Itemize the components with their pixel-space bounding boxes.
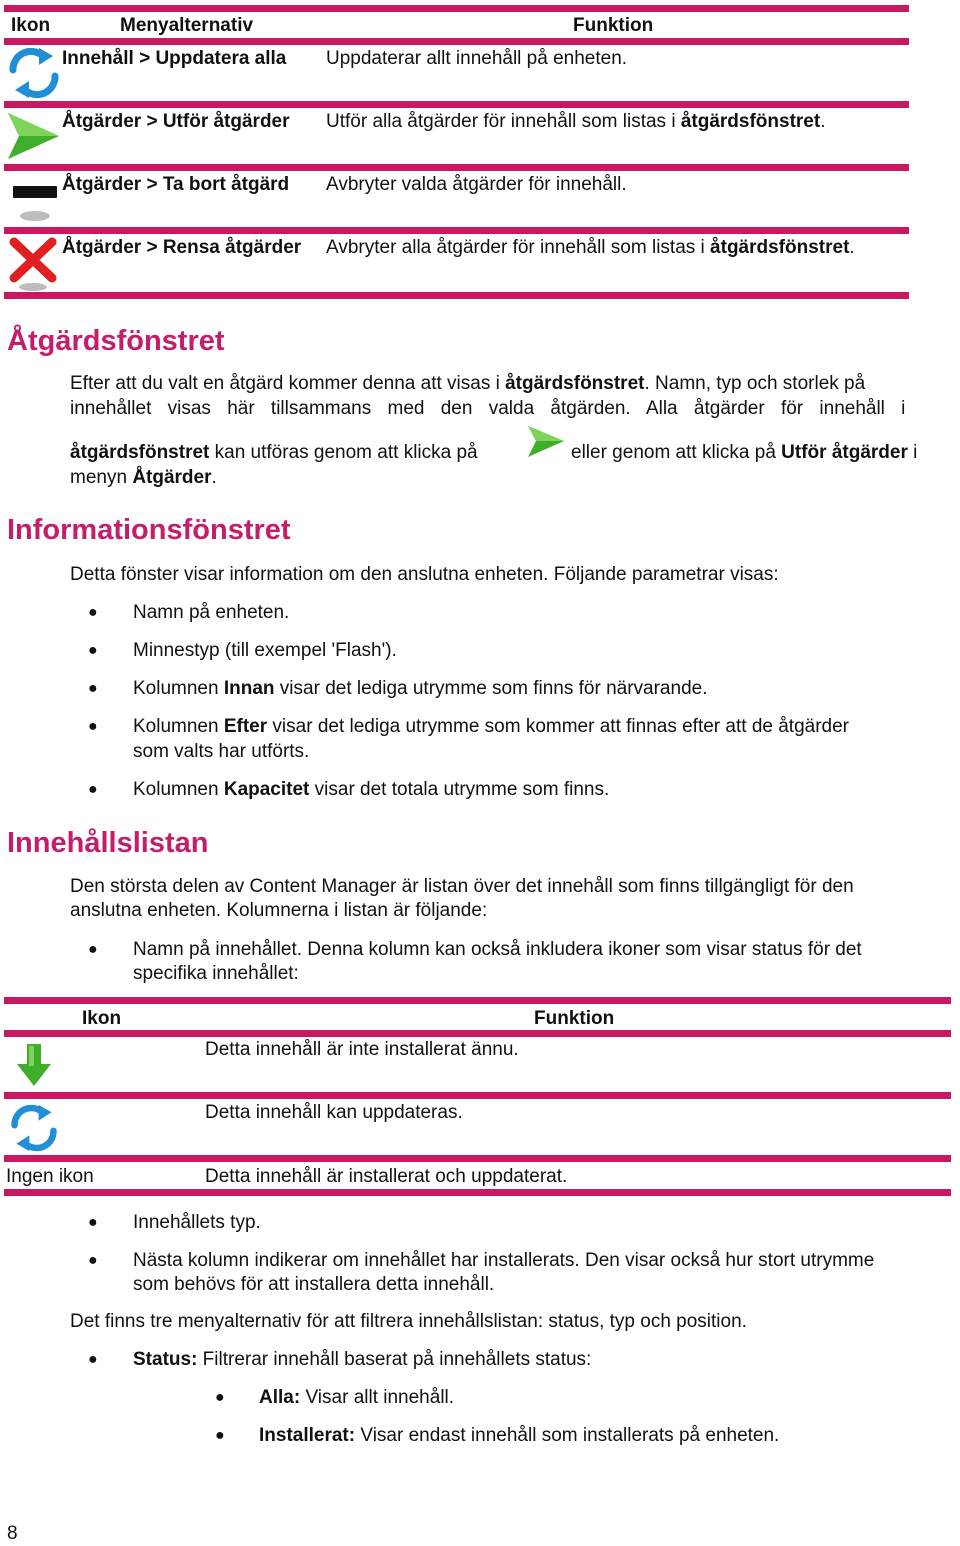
bullet-dot: ●	[88, 718, 98, 735]
table-rule	[4, 997, 951, 1004]
info-intro: Detta fönster visar information om den anslutna enheten. Följande parametrar visas:	[70, 564, 779, 585]
list-item: Status: Filtrerar innehåll baserat på innehållets status:	[133, 1349, 592, 1370]
table-rule	[4, 164, 909, 171]
list-item: Kolumnen Efter visar det lediga utrymme som kommer att finnas efter att de åtgärder	[133, 716, 849, 737]
filter-intro: Det finns tre menyalternativ för att filtrera innehållslistan: status, typ och position.	[70, 1311, 747, 1332]
clear-actions-icon	[8, 236, 60, 292]
bullet-dot: ●	[88, 680, 98, 697]
play-arrow-icon	[526, 424, 566, 460]
list-item: Installerat: Visar endast innehåll som installerats på enheten.	[259, 1425, 780, 1446]
table-rule	[4, 38, 909, 45]
table-rule	[4, 1155, 951, 1162]
col-header-function: Funktion	[573, 15, 654, 36]
remove-action-icon	[10, 172, 60, 224]
col-header-icon: Ikon	[82, 1008, 122, 1029]
bullet-dot: ●	[215, 1389, 225, 1406]
list-item: Minnestyp (till exempel 'Flash').	[133, 640, 397, 661]
content-intro: Den största delen av Content Manager är listan över det innehåll som finns tillgängligt för den	[70, 876, 854, 897]
list-item: Kolumnen Kapacitet visar det totala utrymme som finns.	[133, 779, 610, 800]
list-item-continuation: som valts har utförts.	[133, 741, 310, 762]
list-item: Namn på enheten.	[133, 602, 290, 623]
bullet-dot: ●	[215, 1427, 225, 1444]
function-text: Uppdaterar allt innehåll på enheten.	[326, 48, 628, 69]
list-item: Innehållets typ.	[133, 1212, 261, 1233]
paragraph-line: menyn Åtgärder.	[70, 467, 217, 488]
download-arrow-icon	[15, 1042, 53, 1088]
table-rule	[4, 1189, 951, 1196]
bullet-dot: ●	[88, 604, 98, 621]
paragraph-line: innehållet visas här tillsammans med den valda åtgärden. Alla åtgärder för innehåll i	[70, 398, 906, 419]
play-arrow-icon	[5, 110, 61, 162]
table-rule	[4, 292, 909, 299]
section-heading-content: Innehållslistan	[7, 827, 209, 859]
col-header-menu: Menyalternativ	[120, 15, 254, 36]
col-header-function: Funktion	[534, 1008, 615, 1029]
refresh-icon	[6, 1103, 62, 1153]
table-rule	[4, 1092, 951, 1099]
list-item-continuation: specifika innehållet:	[133, 963, 299, 984]
bullet-dot: ●	[88, 1351, 98, 1368]
bullet-dot: ●	[88, 642, 98, 659]
table-rule	[4, 227, 909, 234]
table-rule	[4, 5, 909, 12]
function-text: Detta innehåll är installerat och uppdaterat.	[205, 1166, 568, 1187]
function-text: Avbryter valda åtgärder för innehåll.	[326, 174, 627, 195]
section-heading-info: Informationsfönstret	[7, 514, 291, 546]
content-intro: anslutna enheten. Kolumnerna i listan är följande:	[70, 900, 488, 921]
function-text: Avbryter alla åtgärder för innehåll som listas i åtgärdsfönstret.	[326, 237, 855, 258]
list-item: Kolumnen Innan visar det lediga utrymme som finns för närvarande.	[133, 678, 708, 699]
menu-label: Åtgärder > Rensa åtgärder	[62, 237, 302, 258]
list-item: Namn på innehållet. Denna kolumn kan också inkludera ikoner som visar status för det	[133, 939, 862, 960]
paragraph-line: åtgärdsfönstret kan utföras genom att klicka på	[70, 442, 478, 463]
no-icon-label: Ingen ikon	[6, 1166, 94, 1187]
section-heading-actions: Åtgärdsfönstret	[7, 325, 225, 357]
menu-label: Åtgärder > Utför åtgärder	[62, 111, 290, 132]
page-number: 8	[7, 1523, 18, 1544]
function-text: Utför alla åtgärder för innehåll som listas i åtgärdsfönstret.	[326, 111, 826, 132]
function-text: Detta innehåll kan uppdateras.	[205, 1102, 463, 1123]
table-rule	[4, 101, 909, 108]
menu-label: Innehåll > Uppdatera alla	[62, 48, 287, 69]
list-item: Alla: Visar allt innehåll.	[259, 1387, 455, 1408]
paragraph-line: eller genom att klicka på Utför åtgärder i	[571, 442, 918, 463]
menu-label: Åtgärder > Ta bort åtgärd	[62, 174, 290, 195]
list-item: Nästa kolumn indikerar om innehållet har installerats. Den visar också hur stort utrymme	[133, 1250, 875, 1271]
bullet-dot: ●	[88, 1214, 98, 1231]
bullet-dot: ●	[88, 1252, 98, 1269]
col-header-icon: Ikon	[11, 15, 51, 36]
table-rule	[4, 1030, 951, 1037]
list-item-continuation: som behövs för att installera detta innehåll.	[133, 1274, 495, 1295]
function-text: Detta innehåll är inte installerat ännu.	[205, 1039, 519, 1060]
refresh-icon	[5, 46, 63, 100]
paragraph-line: Efter att du valt en åtgärd kommer denna att visas i åtgärdsfönstret. Namn, typ och storlek på	[70, 373, 866, 394]
bullet-dot: ●	[88, 781, 98, 798]
bullet-dot: ●	[88, 941, 98, 958]
